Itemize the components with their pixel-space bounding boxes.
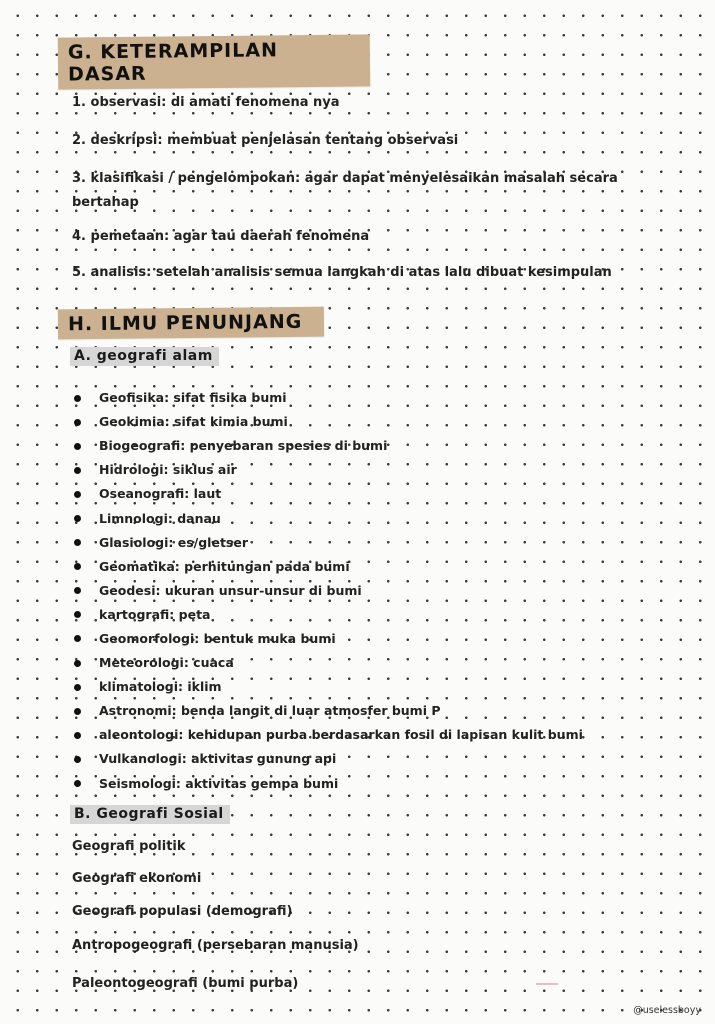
list-item — [72, 603, 652, 627]
list-item-text: Seismologi: aktivitas gempa bumi — [99, 775, 339, 791]
list-item-text: Limnologi: danau — [99, 510, 221, 526]
list-item-text: Geodesi: ukuran unsur-unsur di bumi — [99, 582, 362, 598]
list-item-text: Biogeografi: penyebaran spesies di bumi — [99, 438, 388, 454]
subheading-geografi-alam: A. geografi alam — [70, 347, 219, 366]
list-item — [72, 723, 652, 747]
list-item-text: kartografi: peta — [99, 606, 211, 622]
bullet-icon — [74, 708, 81, 715]
list-item-text: Oseanografi: laut — [99, 486, 222, 502]
list-item-text: aleontologi: kehidupan purba berdasarkan fosil di lapisan kulit bumi — [99, 727, 583, 743]
list-item — [72, 772, 652, 796]
list-item — [72, 651, 652, 675]
list-item — [72, 555, 652, 579]
step-observasi: 1. observasi: di amati fenomena nya — [72, 95, 340, 110]
watermark: @uselessboyy — [633, 1005, 701, 1016]
bullet-icon — [74, 756, 81, 763]
bullet-icon — [74, 467, 81, 474]
step-analisis: 5. analisis: setelah analisis semua langkah di atas lalu dibuat kesimpulan — [72, 265, 612, 280]
section-g-heading: G. KETERAMPILAN DASAR — [58, 34, 371, 89]
list-item — [72, 410, 652, 434]
list-item: Geografi politik — [72, 839, 186, 854]
list-item — [72, 386, 652, 410]
list-item-text: Vulkanologi: aktivitas gunung api — [99, 751, 337, 767]
list-item — [72, 699, 652, 723]
bullet-icon — [74, 395, 81, 402]
bullet-icon — [74, 587, 81, 594]
list-item: Geografi ekonomi — [72, 871, 202, 886]
list-item — [72, 675, 652, 699]
geografi-alam-list — [72, 386, 652, 796]
list-item-text: klimatologi: iklim — [99, 679, 222, 695]
step-klasifikasi: 3. klasifikasi / pengelompokan: agar dapat menyelesaikan masalah secara bertahap — [72, 171, 618, 210]
list-item — [72, 531, 652, 555]
list-item-text: Geofisika: sifat fisika bumi — [99, 390, 287, 406]
bullet-icon — [74, 660, 81, 667]
bullet-icon — [74, 635, 81, 642]
bullet-icon — [74, 780, 81, 787]
bullet-icon — [74, 419, 81, 426]
subheading-geografi-sosial: B. Geografi Sosial — [70, 805, 230, 824]
bullet-icon — [74, 443, 81, 450]
bullet-icon — [74, 684, 81, 691]
list-item — [72, 458, 652, 482]
pink-mark — [536, 983, 558, 985]
list-item-text: Geomatika: perhitungan pada bumi — [99, 558, 350, 574]
list-item-text: Hidrologi: siklus air — [99, 462, 237, 478]
section-h-heading: H. ILMU PENUNJANG — [58, 307, 324, 340]
bullet-icon — [74, 491, 81, 498]
list-item — [72, 506, 652, 530]
bullet-icon — [74, 563, 81, 570]
bullet-icon — [74, 515, 81, 522]
list-item-text: Geokimia: sifat kimia bumi — [99, 414, 288, 430]
list-item-text: Geomorfologi: bentuk muka bumi — [99, 630, 336, 646]
list-item: Paleontogeografi (bumi purba) — [72, 976, 299, 991]
list-item — [72, 627, 652, 651]
step-pemetaan: 4. pemetaan: agar tau daerah fenomena — [72, 229, 370, 244]
bullet-icon — [74, 732, 81, 739]
bullet-icon — [74, 611, 81, 618]
list-item — [72, 747, 652, 771]
list-item-text: Glasiologi: es/gletser — [99, 534, 248, 550]
geografi-sosial-list — [72, 836, 472, 1003]
list-item: Geografi populasi (demografi) — [72, 904, 293, 919]
list-item: Antropogeografi (persebaran manusia) — [72, 938, 359, 953]
list-item — [72, 482, 652, 506]
list-item — [72, 434, 652, 458]
list-item-text: Meteorologi: cuaca — [99, 655, 234, 671]
bullet-icon — [74, 539, 81, 546]
list-item — [72, 579, 652, 603]
step-deskripsi: 2. deskripsi: membuat penjelasan tentang observasi — [72, 133, 459, 148]
list-item-text: Astronomi: benda langit di luar atmosfer bumi P — [99, 703, 441, 719]
